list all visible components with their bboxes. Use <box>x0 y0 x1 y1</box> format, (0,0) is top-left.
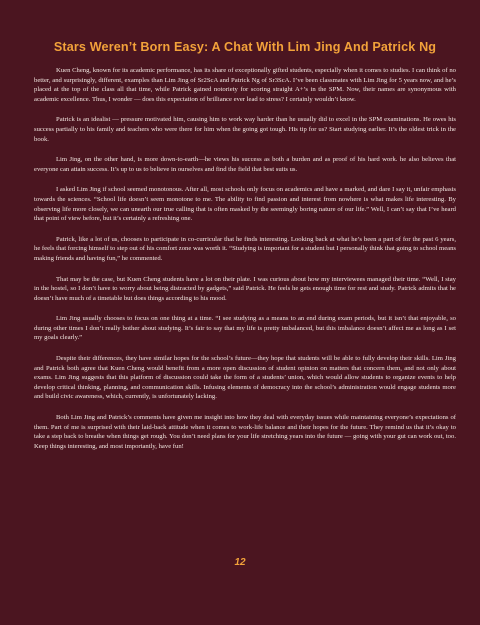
article-title: Stars Weren’t Born Easy: A Chat With Lim Jing And Patrick Ng <box>53 40 437 54</box>
article-paragraph-1: Kuen Cheng, known for its academic performance, has its share of exceptionally gifted students, especially when it comes to studies. I can think of no better, and surprisingly, different, examples than Lim Jing of Sr2ScA and Patrick Ng of Sr3ScA. I’ve been classmates with Lim Jing for 5 years now, and he’s placed at the top of the class all that time, while Patrick gained notoriety for scoring straight A+’s in the SPM. Now, their names are synonymous with academic excellence. Thus, I wonder — does this expectation of brilliance ever lead to stress? I certainly wouldn’t know. <box>34 67 456 103</box>
article-paragraph-3: Lim Jing, on the other hand, is more down-to-earth—he views his success as both a burden and as proof of his hard work. he also believes that everyone can attain success. It’s up to us to believe in ourselves and find the field that best suits us. <box>34 156 456 173</box>
article-paragraph-6: That may be the case, but Kuen Cheng students have a lot on their plate. I was curious about how my interviewees managed their time. “Well, I stay in the hostel, so I don’t have to worry about being distracted by gadgets,” said Patrick. He feels he gets enough time for rest and study. Patrick admits that he doesn’t have much of a timetable but does things according to his mood. <box>34 275 456 302</box>
page-number: 12 <box>234 557 246 568</box>
article-paragraph-5: Patrick, like a lot of us, chooses to participate in co-curricular that he finds interesting. Looking back at what he’s been a part of for the past 6 years, he feels that forcing himself to step out of his comfort zone was worth it. “Studying is important for a student but I personally think that going to school means making friends and having fun,” he commented. <box>34 235 456 262</box>
article-paragraph-7: Lim Jing usually chooses to focus on one thing at a time. “I see studying as a means to an end during exam periods, but it isn’t that enjoyable, so during other times I don’t really bother about studying. It’s fair to say that my life is pretty imbalanced, but this imbalance doesn’t affect me as long as I set my goals clearly.” <box>34 315 456 342</box>
article-paragraph-4: I asked Lim Jing if school seemed monotonous. After all, most schools only focus on academics and have a marked, and dare I say it, unfair emphasis towards the sciences. “School life doesn’t seem monotone to me. The ability to find passion and interest from nowhere is what makes life interesting. By observing life more closely, we can unearth our true calling that is often masked by the seemingly boring nature of our life.” Well, I can’t say that I’ve heard that point of view before, but it’s certainly a refreshing one. <box>34 186 456 223</box>
article-paragraph-8: Despite their differences, they have similar hopes for the school’s future—they hope that students will be able to fully develop their skills. Lim Jing and Patrick both agree that Kuen Cheng would benefit from a more open discussion of student opinion on matters that concern them, and not only about exams. Lim Jing suggests that this platform of discussion could take the form of a students’ union, which would allow students to organize events to help develop critical thinking, planning, and communication skills. Infusing elements of democracy into the school’s administration would engage students more and build civic awareness, which, currently, is unfortunately lacking. <box>34 355 456 401</box>
article-body <box>34 66 456 451</box>
article-paragraph-2: Patrick is an idealist — pressure motivated him, causing him to work way harder than he usually did to excel in the SPM examinations. He owes his success partially to his family and teachers who were there for him when the going got tough. His tip for us? Start studying earlier. It’s the oldest trick in the book. <box>34 116 456 143</box>
article-paragraph-9: Both Lim Jing and Patrick’s comments have given me insight into how they deal with everyday issues while maintaining everyone’s expectations of them. Part of me is surprised with their laid-back attitude when it comes to work-life balance and their hopes for the future. They remind us that it’s okay to take a step back to breathe when things get rough. You don’t need plans for your life stretching years into the future — going with your gut can work out, too. Keep things interesting, and most importantly, have fun! <box>34 414 456 450</box>
